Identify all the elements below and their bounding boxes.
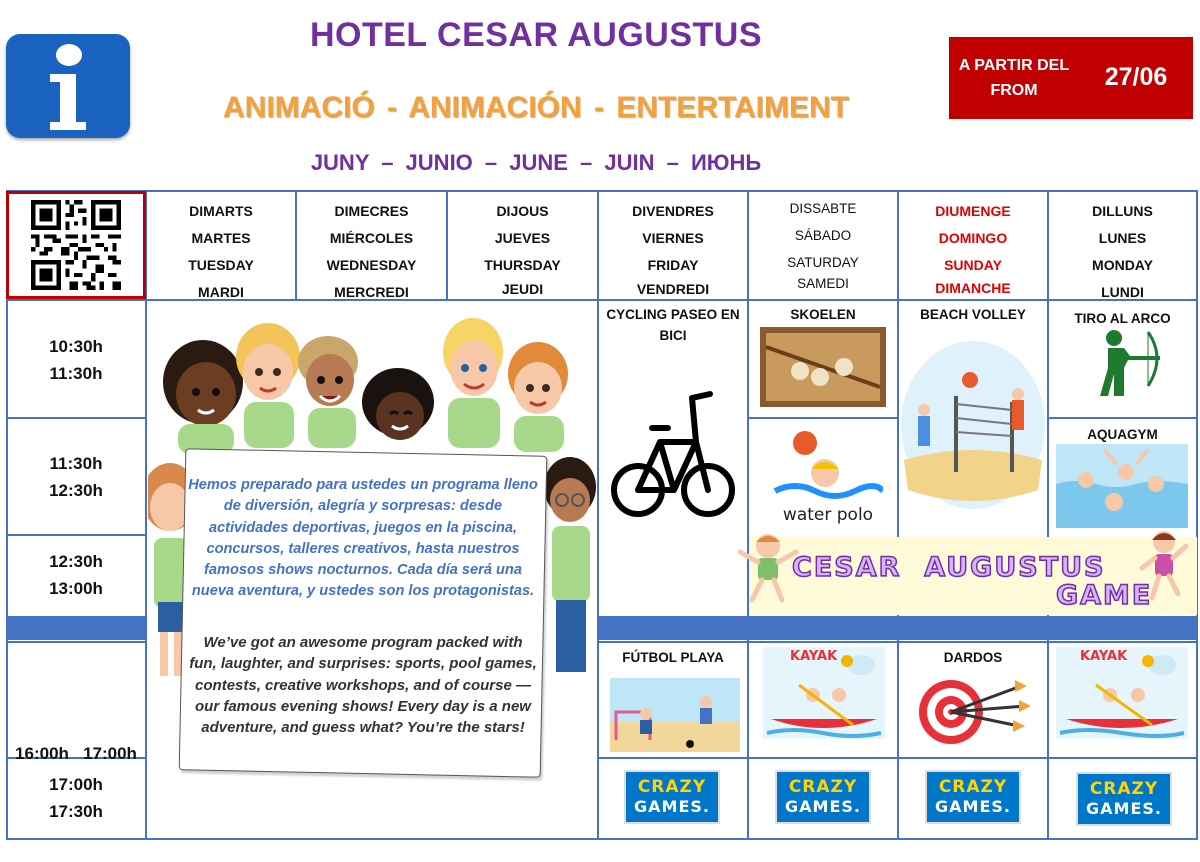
entertainment-subtitle: ANIMACIÓ - ANIMACIÓN - ENTERTAIMENT (223, 91, 849, 124)
crazy-line2: GAMES. (634, 797, 710, 816)
kid-1 (163, 340, 243, 454)
day-es: VIERNES (642, 230, 704, 246)
day-es: MIÉRCOLES (329, 230, 414, 246)
grid-line (6, 417, 146, 419)
day-ca: DIJOUS (496, 203, 549, 219)
day-ca: DIVENDRES (632, 203, 714, 219)
crazy-games-logo (1076, 772, 1172, 826)
kid-4 (362, 368, 434, 440)
day-ca: DIUMENGE (935, 203, 1011, 219)
month-names: JUNY – JUNIO – JUNE – JUIN – ИЮНЬ (310, 150, 762, 175)
grid-line (6, 641, 146, 643)
grid-line (6, 534, 146, 536)
day-en: FRIDAY (647, 257, 699, 273)
day-es: SÁBADO (794, 228, 852, 243)
day-ca: DILLUNS (1092, 203, 1153, 219)
grid-line (6, 838, 1198, 840)
time-start: 10:30h (49, 337, 103, 356)
day-ca: DIMARTS (189, 203, 253, 219)
from-label-line2: FROM (990, 82, 1038, 99)
day-es: DOMINGO (938, 230, 1008, 246)
time-start: 12:30h (49, 552, 103, 571)
day-header-saturday (749, 198, 897, 297)
kid-2 (236, 323, 300, 448)
banner-subtitle: GAME (1056, 580, 1153, 611)
crazy-line1: CRAZY (637, 777, 707, 797)
water-polo-label: water polo (782, 505, 874, 525)
archery-icon (1094, 328, 1166, 398)
day-fr: VENDREDI (636, 281, 710, 297)
day-fr: LUNDI (1101, 284, 1144, 300)
day-en: THURSDAY (484, 257, 561, 273)
crazy-line2: GAMES. (785, 797, 861, 816)
time-end: 17:30h (49, 802, 103, 821)
kayak-label: KAYAK (790, 649, 838, 664)
lunch-break-band (8, 616, 146, 640)
day-header-monday (1049, 198, 1196, 306)
activity-skoelen: SKOELEN (790, 307, 856, 322)
from-label (949, 53, 1079, 103)
welcome-message-en: We’ve got an awesome program packed with fun, laughter, and surprises: sports, pool games, contests, creative workshops, and of course — our famous evening shows! Every day is a new adventure, and guess what? You’re the stars! (189, 634, 537, 737)
day-header-wednesday (297, 198, 446, 306)
banner-title: CESAR AUGUSTUS (792, 552, 1106, 583)
grid-line (6, 190, 1198, 192)
qr-code[interactable] (23, 200, 129, 290)
day-ca: DISSABTE (789, 201, 857, 216)
time-slot-1 (8, 333, 144, 387)
kid-5 (443, 318, 503, 448)
day-header-thursday (448, 198, 597, 303)
activity-dardos: DARDOS (943, 650, 1003, 665)
from-label-line1: A PARTIR DEL (958, 57, 1070, 74)
day-header-tuesday (147, 198, 295, 306)
crazy-line1: CRAZY (938, 777, 1008, 797)
welcome-message-es: Hemos preparado para ustedes un programa lleno de diversión, alegría y sorpresas: desde actividades deportivas, juegos en la piscina, concursos, talleres creativos, hasta nuestros famosos shows nocturnos. Cada día será una nueva aventura, y ustedes son los protagonistas. (188, 477, 538, 600)
time-end: 13:00h (49, 579, 103, 598)
crazy-line1: CRAZY (1089, 779, 1159, 799)
day-header-friday (599, 198, 747, 303)
time-slot-5 (8, 771, 144, 825)
crazy-line2: GAMES. (935, 797, 1011, 816)
crazy-games-logo (925, 770, 1021, 824)
jumping-girl-illustration (1138, 528, 1190, 606)
day-es: LUNES (1098, 230, 1147, 246)
beach-volley-illustration (898, 340, 1048, 510)
day-header-sunday (899, 198, 1047, 302)
day-es: MARTES (191, 230, 251, 246)
from-date: 27/06 (1104, 63, 1168, 91)
time-slot-2 (8, 450, 144, 504)
day-en: SUNDAY (944, 257, 1002, 273)
beach-football-illustration (610, 678, 740, 752)
day-en: WEDNESDAY (326, 257, 417, 273)
time-slot-3 (8, 548, 144, 602)
hotel-title: HOTEL CESAR AUGUSTUS (309, 16, 763, 54)
grid-line (1196, 190, 1198, 840)
day-fr: SAMEDI (797, 276, 849, 291)
kid-3 (298, 336, 358, 448)
kayak-label: KAYAK (1080, 649, 1128, 664)
skoelen-board-image (760, 327, 886, 407)
bicycle-icon (610, 388, 736, 540)
activity-cycling: CYCLING PASEO EN BICI (606, 307, 740, 343)
time-start: 17:00h (49, 775, 103, 794)
time-end: 12:30h (49, 481, 103, 500)
jumping-kid-illustration (736, 530, 800, 606)
day-fr: JEUDI (501, 281, 544, 297)
kid-right (544, 457, 596, 672)
day-en: MONDAY (1092, 257, 1153, 273)
day-fr: DIMANCHE (935, 280, 1011, 296)
day-ca: DIMECRES (334, 203, 409, 219)
day-en: SATURDAY (787, 255, 859, 270)
time-start: 11:30h (49, 454, 103, 473)
crazy-games-logo (624, 770, 720, 824)
crazy-line1: CRAZY (788, 777, 858, 797)
start-date-box (949, 37, 1193, 119)
time-start: 16:00h 17:00h (15, 744, 137, 763)
qr-code-cell (6, 191, 146, 299)
grid-line (1048, 417, 1198, 419)
activity-beach-volley: BEACH VOLLEY (920, 307, 1026, 322)
crazy-line2: GAMES. (1086, 799, 1162, 818)
activity-futbol-playa: FÚTBOL PLAYA (622, 650, 724, 665)
day-en: TUESDAY (188, 257, 254, 273)
day-fr: MARDI (198, 284, 244, 300)
darts-target-icon (915, 676, 1033, 746)
time-end: 11:30h (49, 364, 103, 383)
day-es: JUEVES (494, 230, 551, 246)
aquagym-illustration (1056, 444, 1188, 528)
kid-6 (508, 342, 568, 452)
activity-aquagym: AQUAGYM (1087, 427, 1158, 442)
grid-line (749, 417, 898, 419)
activity-tiro-arco: TIRO AL ARCO (1074, 311, 1171, 326)
crazy-games-logo (775, 770, 871, 824)
day-fr: MERCREDI (334, 284, 409, 300)
